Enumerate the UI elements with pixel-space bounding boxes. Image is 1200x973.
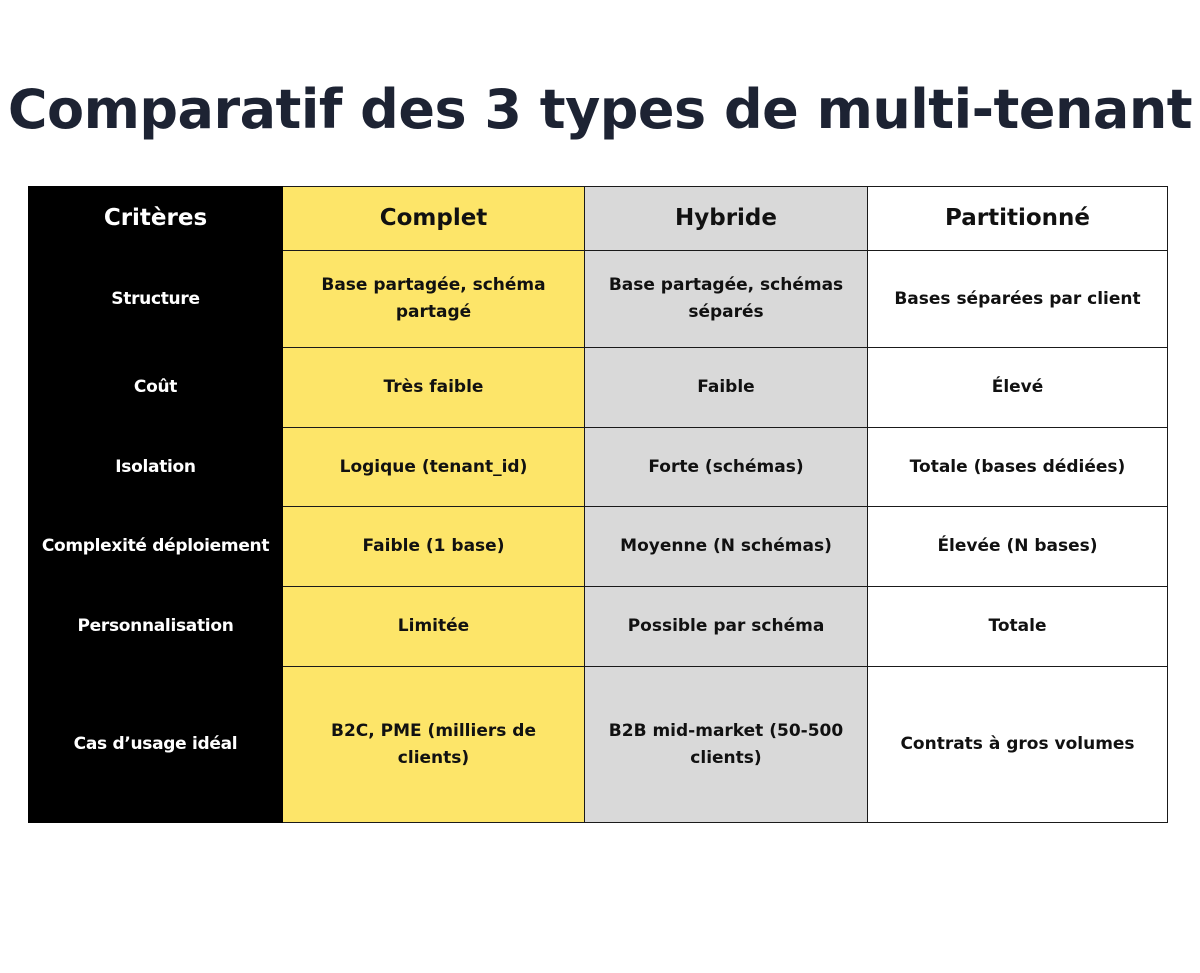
complet-cell: Très faible (283, 348, 585, 428)
header-hybride: Hybride (585, 187, 868, 251)
table-row (29, 507, 1168, 587)
header-criteres: Critères (29, 187, 283, 251)
table-header-row (29, 187, 1168, 251)
criterion-cell: Isolation (29, 428, 283, 507)
partitionne-cell: Contrats à gros volumes (868, 667, 1168, 823)
header-complet: Complet (283, 187, 585, 251)
partitionne-cell: Totale (868, 587, 1168, 667)
partitionne-cell: Bases séparées par client (868, 251, 1168, 348)
criterion-cell: Cas d’usage idéal (29, 667, 283, 823)
table-row (29, 587, 1168, 667)
partitionne-cell: Élevée (N bases) (868, 507, 1168, 587)
page-title: Comparatif des 3 types de multi-tenant (7, 78, 1193, 141)
criterion-cell: Personnalisation (29, 587, 283, 667)
partitionne-cell: Élevé (868, 348, 1168, 428)
partitionne-cell: Totale (bases dédiées) (868, 428, 1168, 507)
hybride-cell: Forte (schémas) (585, 428, 868, 507)
table-row (29, 348, 1168, 428)
complet-cell: Logique (tenant_id) (283, 428, 585, 507)
complet-cell: Limitée (283, 587, 585, 667)
hybride-cell: Faible (585, 348, 868, 428)
hybride-cell: Base partagée, schémas séparés (585, 251, 868, 348)
table-row (29, 428, 1168, 507)
comparison-table (28, 186, 1168, 823)
table-row (29, 251, 1168, 348)
table-row (29, 667, 1168, 823)
criterion-cell: Coût (29, 348, 283, 428)
hybride-cell: Moyenne (N schémas) (585, 507, 868, 587)
complet-cell: Faible (1 base) (283, 507, 585, 587)
header-partitionne: Partitionné (868, 187, 1168, 251)
hybride-cell: B2B mid-market (50-500 clients) (585, 667, 868, 823)
complet-cell: B2C, PME (milliers de clients) (283, 667, 585, 823)
complet-cell: Base partagée, schéma partagé (283, 251, 585, 348)
criterion-cell: Structure (29, 251, 283, 348)
hybride-cell: Possible par schéma (585, 587, 868, 667)
criterion-cell: Complexité déploiement (29, 507, 283, 587)
